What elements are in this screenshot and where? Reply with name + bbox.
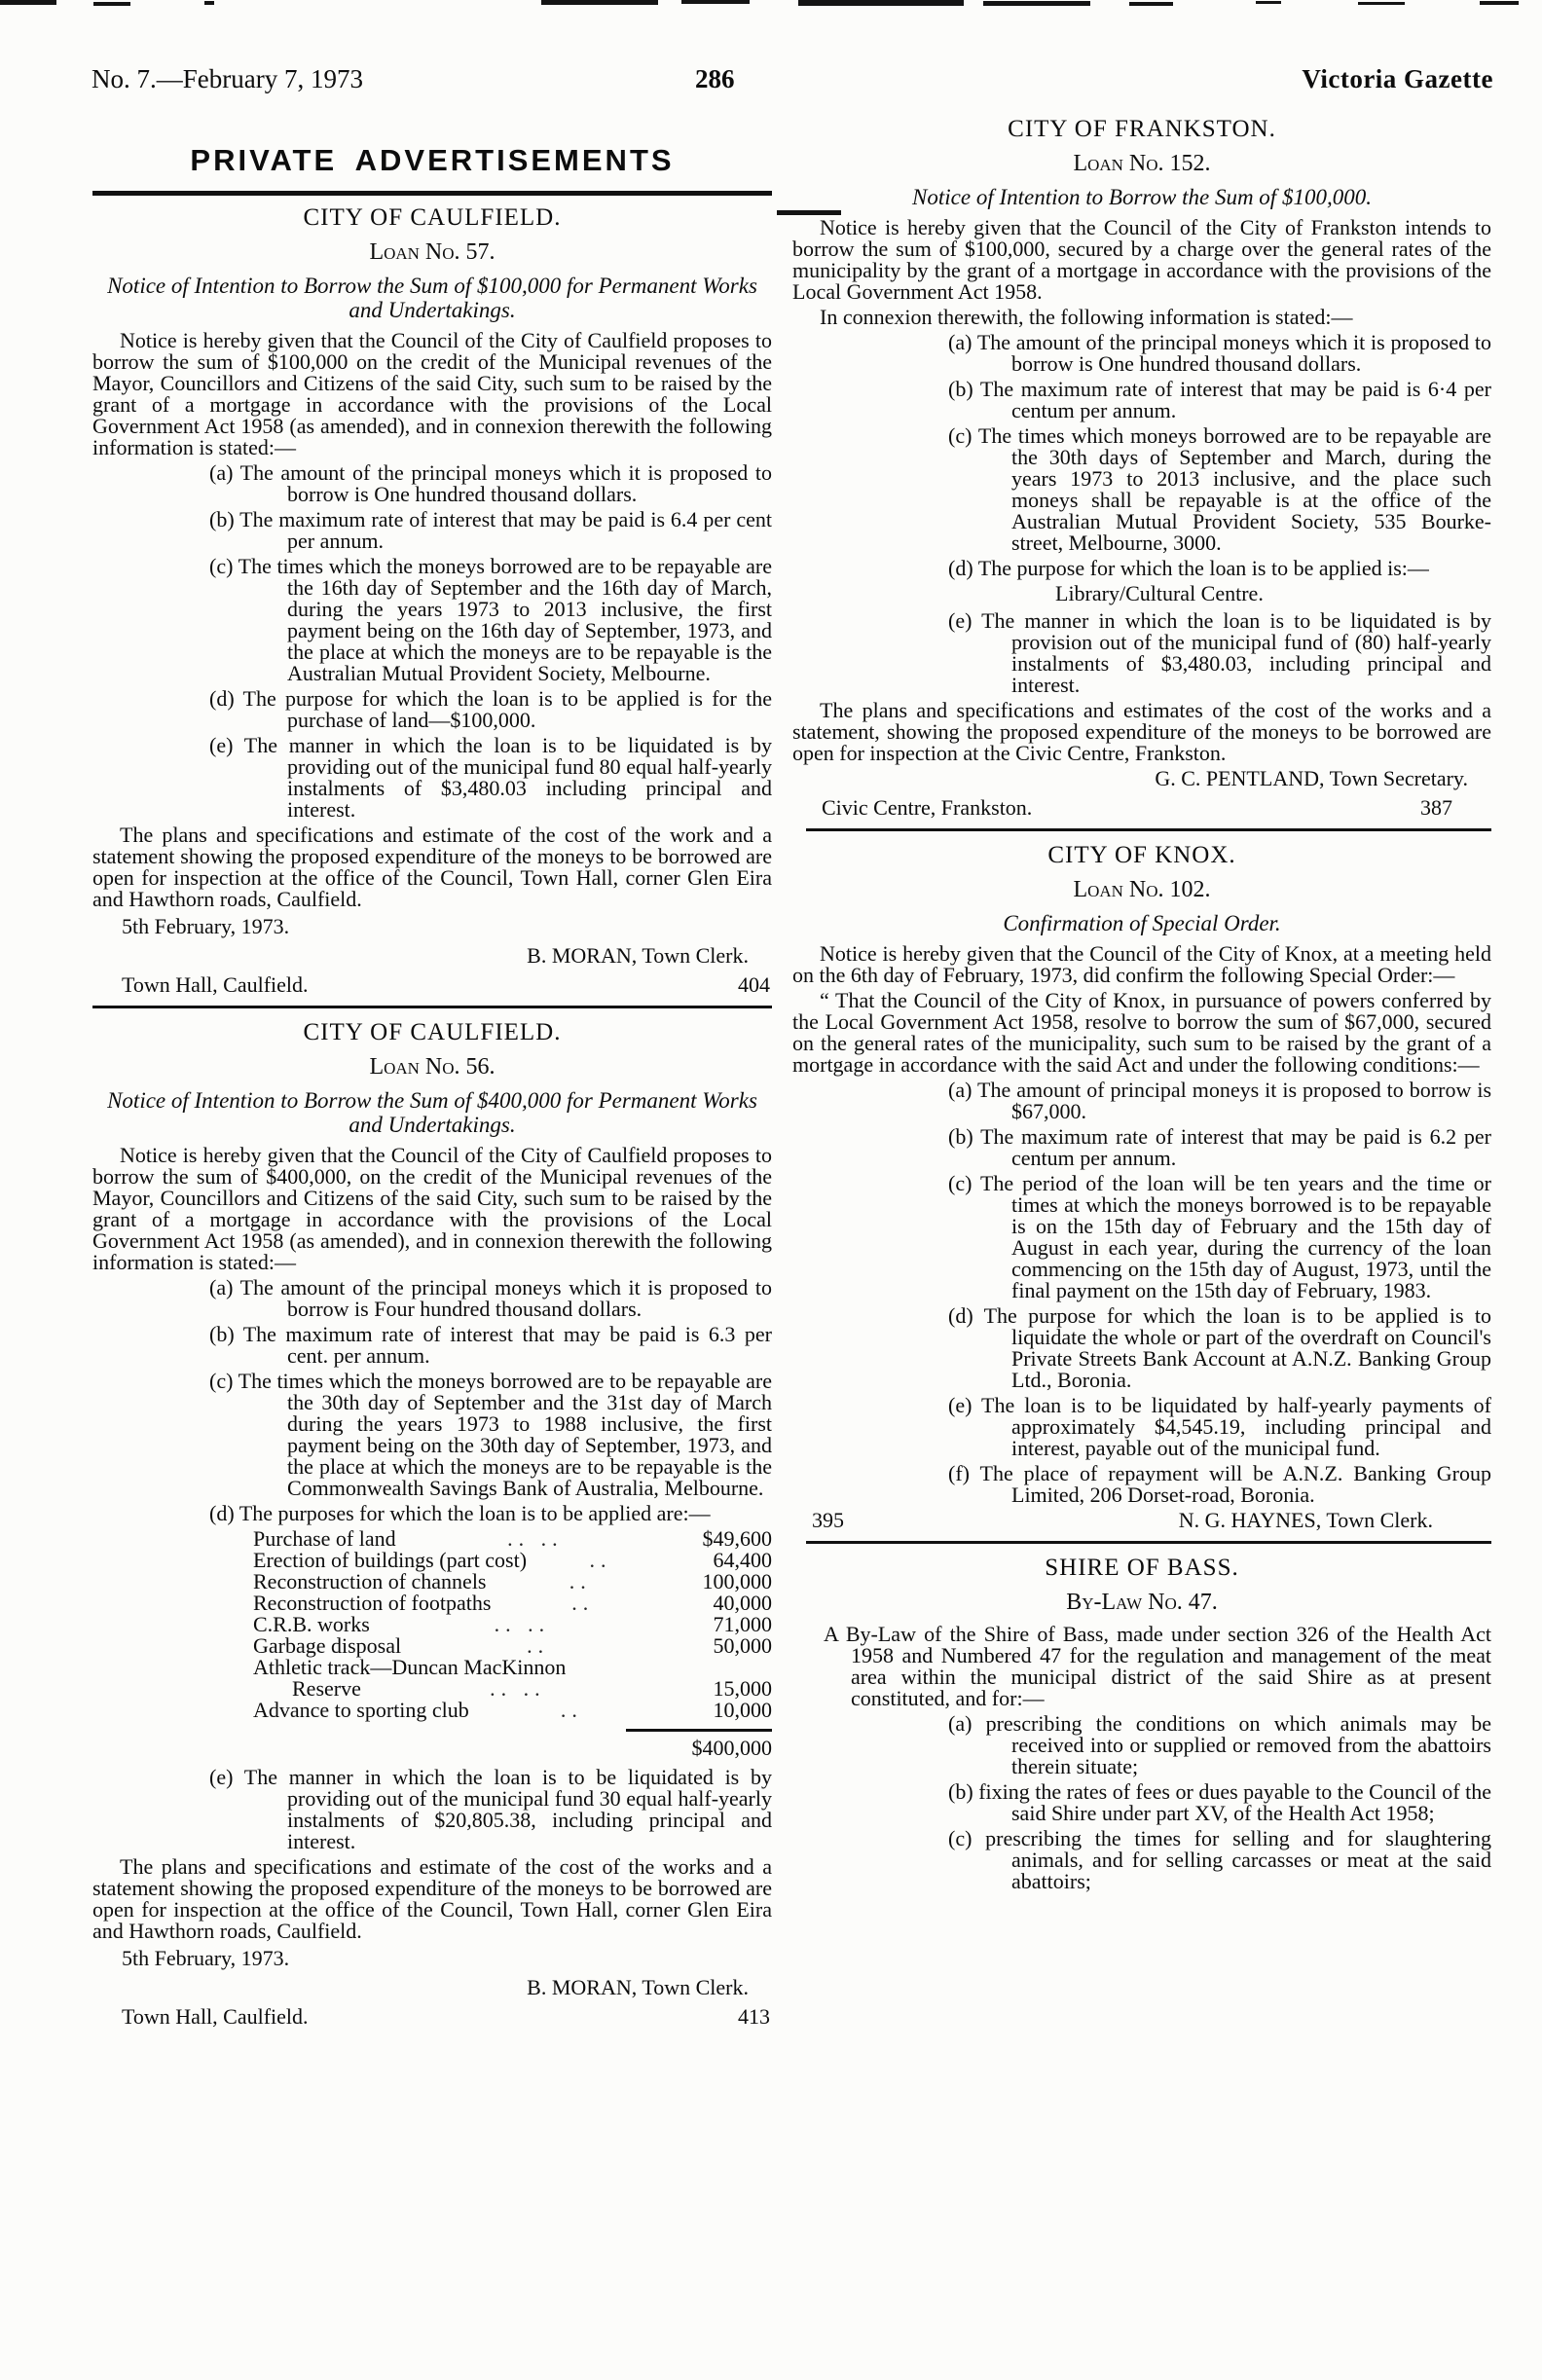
address-row bbox=[792, 797, 1491, 819]
scan-artifact bbox=[1358, 2, 1405, 5]
address-row bbox=[92, 2006, 772, 2028]
signature: G. C. PENTLAND, Town Secretary. bbox=[1155, 766, 1468, 790]
loan-purpose-line: Library/Cultural Centre. bbox=[1055, 581, 1264, 605]
notice-paragraph: Notice is hereby given that the Council of the City of Frankston intends to borrow the sum of $100,000, secured by a charge over the general rates of the municipality by the grant of a mortgage in accordance with the provisions of the Local Government Act 1958. bbox=[792, 215, 1491, 304]
list-item-a: (a) prescribing the conditions on which animals may be received into or supplied or removed from the abattoirs therein situate; bbox=[948, 1711, 1491, 1778]
loan-purposes-table bbox=[92, 1528, 772, 1759]
list-item-c: (c) The times which moneys borrowed are to be repayable are the 30th days of September and March, during the years 1973 to 2013 inclusive, and the place such moneys shall be repayable is at the office of the Australian Mutual Provident Society, 535 Bourke-street, Melbourne, 3000. bbox=[948, 423, 1491, 555]
scan-artifact bbox=[681, 0, 750, 4]
list-item-f: (f) The place of repayment will be A.N.Z. Banking Group Limited, 206 Dorset-road, Boronia. bbox=[948, 1461, 1491, 1507]
notice-title: Notice of Intention to Borrow the Sum of $100,000. bbox=[912, 185, 1372, 209]
notice-city-heading: CITY OF CAULFIELD. bbox=[303, 1019, 562, 1045]
notice-date: 5th February, 1973. bbox=[122, 1946, 290, 1970]
notice-caulfield-loan-57 bbox=[92, 205, 772, 996]
signature: B. MORAN, Town Clerk. bbox=[527, 1975, 749, 1999]
list-item-c: (c) The period of the loan will be ten years and the time or times at which the moneys borrowed is to be repayable is on the 15th day of February and the 15th day of August in each year, during the currency of the loan commencing on the 15th day of August, 1973, until the final payment on the 15th day of February, 1983. bbox=[948, 1171, 1491, 1302]
notice-ref-number: 404 bbox=[738, 972, 770, 997]
section-rule bbox=[92, 191, 772, 196]
notice-divider-rule bbox=[806, 828, 1491, 831]
list-item-c: (c) The times which the moneys borrowed are to be repayable are the 30th day of September and the 31st day of March during the years 1973 to 1988 inclusive, the first payment being on the 30th day of September, 1973, and the place at which the moneys are to be repayable is the Commonwealth Savings Bank of Australia, Melbourne. bbox=[209, 1369, 772, 1500]
list-item-c: (c) The times which the moneys borrowed are to be repayable are the 16th day of September and the 16th day of March, during the years 1973 to 2013 inclusive, the first payment being on the 16th day of September, 1973, and the place at which the moneys are to be repayable is the Australian Mutual Provident Society, Melbourne. bbox=[209, 554, 772, 685]
list-item-b: (b) The maximum rate of interest that may be paid is 6.4 per cent per annum. bbox=[209, 507, 772, 553]
list-item-b: (b) fixing the rates of fees or dues payable to the Council of the said Shire under part XV, of the Health Act 1958; bbox=[948, 1779, 1492, 1825]
list-item-d: (d) The purpose for which the loan is to be applied is for the purchase of land—$100,000. bbox=[209, 686, 772, 732]
list-item-d: (d) The purposes for which the loan is to be applied are:— bbox=[209, 1501, 711, 1525]
signature-row bbox=[792, 1510, 1491, 1531]
notice-title: Notice of Intention to Borrow the Sum of $100,000 for Permanent Works and Undertakings. bbox=[107, 274, 757, 322]
notice-paragraph: The plans and specifications and estimate of the cost of the work and a statement showing the proposed expenditure of the moneys to be borrowed are open for inspection at the office of the Council, Town Hall, corner Glen Eira and Hawthorn roads, Caulfield. bbox=[92, 823, 772, 911]
notice-city-heading: CITY OF KNOX. bbox=[1047, 842, 1236, 868]
notice-caulfield-loan-56 bbox=[92, 1020, 772, 2028]
scan-artifact bbox=[1480, 1, 1519, 5]
notice-address: Town Hall, Caulfield. bbox=[122, 2004, 309, 2029]
scan-artifact bbox=[1256, 1, 1281, 4]
notice-paragraph: Notice is hereby given that the Council of the City of Caulfield proposes to borrow the sum of $100,000 on the credit of the Municipal revenues of the Mayor, Councillors and Citizens of the said City, such sum to be raised by the grant of a mortgage in accordance with the provisions of the Local Government Act 1958 (as amended), and in connexion therewith the following information is stated:— bbox=[92, 328, 772, 459]
notice-loan-number: Loan No. 152. bbox=[1073, 151, 1211, 176]
dot-leader: .. .. bbox=[507, 1526, 564, 1551]
dot-leader: .. .. bbox=[494, 1612, 551, 1636]
notice-loan-number: Loan No. 57. bbox=[369, 239, 496, 265]
signature: B. MORAN, Town Clerk. bbox=[527, 943, 749, 968]
page-number: 286 bbox=[695, 64, 735, 93]
notice-bylaw-number: By-Law No. 47. bbox=[1066, 1590, 1218, 1615]
address-row bbox=[92, 974, 772, 996]
notice-ref-number: 387 bbox=[1420, 795, 1452, 820]
purpose-row: Reserve .. .. 15,000 bbox=[292, 1676, 772, 1701]
dot-leader: .. bbox=[569, 1569, 592, 1593]
purpose-row: Reconstruction of channels .. 100,000 bbox=[253, 1569, 772, 1593]
list-item-a: (a) The amount of principal moneys it is proposed to borrow is $67,000. bbox=[948, 1078, 1492, 1123]
list-item-e: (e) The loan is to be liquidated by half-yearly payments of approximately $4,545.19, including principal and interest, payable out of the municipal fund. bbox=[948, 1393, 1491, 1460]
list-item-e: (e) The manner in which the loan is to be liquidated is by providing out of the municipal fund 80 equal half-yearly instalments of $3,480.03 including principal and interest. bbox=[209, 733, 772, 822]
dot-leader: .. bbox=[571, 1591, 595, 1615]
purpose-row: Erection of buildings (part cost) .. 64,400 bbox=[253, 1548, 772, 1572]
total-rule bbox=[626, 1729, 772, 1732]
notice-paragraph: In connexion therewith, the following information is stated:— bbox=[820, 305, 1353, 329]
notice-address: Civic Centre, Frankston. bbox=[822, 795, 1033, 820]
notice-paragraph: Notice is hereby given that the Council of the City of Knox, at a meeting held on the 6th day of February, 1973, did confirm the following Special Order:— bbox=[792, 941, 1491, 987]
notice-paragraph: A By-Law of the Shire of Bass, made under section 326 of the Health Act 1958 and Numbered 47 for the regulation and management of the meat area within the municipal district of the said Shire as at present constituted, and for:— bbox=[824, 1622, 1491, 1710]
notice-paragraph: The plans and specifications and estimates of the cost of the works and a statement, showing the proposed expenditure of the moneys to be borrowed are open for inspection at the Civic Centre, Frankston. bbox=[792, 698, 1491, 765]
list-item-a: (a) The amount of the principal moneys which it is proposed to borrow is One hundred thousand dollars. bbox=[948, 330, 1491, 376]
notice-paragraph: The plans and specifications and estimate of the cost of the works and a statement showing the proposed expenditure of the moneys to be borrowed are open for inspection at the office of the Council, Town Hall, corner Glen Eira and Hawthorn roads, Caulfield. bbox=[92, 1854, 772, 1943]
purpose-row: Athletic track—Duncan MacKinnon bbox=[253, 1657, 772, 1678]
list-item-b: (b) The maximum rate of interest that may be paid is 6.2 per centum per annum. bbox=[948, 1124, 1491, 1170]
scan-artifact bbox=[541, 0, 658, 5]
notice-loan-number: Loan No. 56. bbox=[369, 1054, 496, 1080]
purpose-row: Purchase of land .. .. $49,600 bbox=[253, 1526, 772, 1551]
list-item-e: (e) The manner in which the loan is to be liquidated is by provision out of the municipal fund of (80) half-yearly instalments of $3,480.03, including principal and interest. bbox=[948, 608, 1491, 697]
dot-leader: .. bbox=[589, 1548, 612, 1572]
list-item-b: (b) The maximum rate of interest that may be paid is 6.3 per cent. per annum. bbox=[209, 1322, 772, 1368]
masthead: Victoria Gazette bbox=[1302, 64, 1493, 93]
scan-artifact bbox=[1129, 2, 1173, 6]
purpose-row: C.R.B. works .. .. 71,000 bbox=[253, 1612, 772, 1636]
right-column bbox=[792, 109, 1491, 1896]
notice-date: 5th February, 1973. bbox=[122, 914, 290, 938]
dot-leader: .. .. bbox=[490, 1676, 546, 1701]
left-column bbox=[92, 109, 772, 2030]
scan-artifact bbox=[0, 0, 56, 5]
notice-loan-number: Loan No. 102. bbox=[1073, 877, 1211, 902]
dot-leader: .. bbox=[527, 1633, 550, 1658]
notice-ref-number: 395 bbox=[812, 1508, 844, 1532]
dot-leader: .. bbox=[560, 1698, 583, 1722]
list-item-a: (a) The amount of the principal moneys which it is proposed to borrow is Four hundred thousand dollars. bbox=[209, 1275, 772, 1321]
notice-city-heading: CITY OF FRANKSTON. bbox=[1008, 116, 1276, 142]
list-item-e: (e) The manner in which the loan is to be liquidated is by providing out of the municipal fund 30 equal half-yearly instalments of $20,805.38, including principal and interest. bbox=[209, 1765, 772, 1853]
signature: N. G. HAYNES, Town Clerk. bbox=[1178, 1508, 1433, 1532]
list-item-a: (a) The amount of the principal moneys which it is proposed to borrow is One hundred thousand dollars. bbox=[209, 460, 772, 506]
notice-paragraph: “ That the Council of the City of Knox, in pursuance of powers conferred by the Local Government Act 1958, resolve to borrow the sum of $67,000, secured on the general rates of the municipality, such sum to be raised by the grant of a mortgage in accordance with the said Act and under the following conditions:— bbox=[792, 988, 1491, 1077]
list-item-c: (c) prescribing the times for selling and for slaughtering animals, and for selling carcasses or meat at the said abattoirs; bbox=[948, 1826, 1491, 1893]
purpose-row: Advance to sporting club .. 10,000 bbox=[253, 1698, 772, 1722]
notice-paragraph: Notice is hereby given that the Council of the City of Caulfield proposes to borrow the sum of $400,000, on the credit of the Municipal revenues of the Mayor, Councillors and Citizens of the said City, such sum to be raised by the grant of a mortgage in accordance with the provisions of the Local Government Act 1958 (as amended), and in connexion therewith the following information is stated:— bbox=[92, 1143, 772, 1274]
section-title: PRIVATE ADVERTISEMENTS bbox=[190, 143, 675, 177]
purpose-row: Garbage disposal .. 50,000 bbox=[253, 1633, 772, 1658]
purposes-total: $400,000 bbox=[691, 1736, 772, 1760]
scan-artifact bbox=[798, 0, 964, 6]
notice-bass-bylaw-47 bbox=[792, 1556, 1491, 1892]
scan-artifact bbox=[983, 1, 1090, 6]
notice-shire-heading: SHIRE OF BASS. bbox=[1045, 1555, 1239, 1581]
scan-artifact bbox=[93, 2, 130, 6]
notice-divider-rule bbox=[92, 1006, 772, 1008]
notice-divider-rule bbox=[806, 1541, 1491, 1544]
notice-address: Town Hall, Caulfield. bbox=[122, 972, 309, 997]
dot-leader bbox=[566, 1657, 675, 1678]
notice-knox-loan-102 bbox=[792, 843, 1491, 1531]
purpose-row: Reconstruction of footpaths .. 40,000 bbox=[253, 1591, 772, 1615]
notice-city-heading: CITY OF CAULFIELD. bbox=[303, 204, 562, 231]
notice-title: Confirmation of Special Order. bbox=[1003, 911, 1281, 935]
list-item-b: (b) The maximum rate of interest that may be paid is 6·4 per centum per annum. bbox=[948, 377, 1491, 422]
notice-title: Notice of Intention to Borrow the Sum of $400,000 for Permanent Works and Undertakings. bbox=[107, 1088, 757, 1137]
notice-ref-number: 413 bbox=[738, 2004, 770, 2029]
scan-artifact bbox=[204, 1, 214, 5]
issue-date: No. 7.—February 7, 1973 bbox=[92, 64, 363, 93]
notice-frankston-loan-152 bbox=[792, 117, 1491, 819]
list-item-d: (d) The purpose for which the loan is to be applied is to liquidate the whole or part of the overdraft on Council's Private Streets Bank Account at A.N.Z. Banking Group Ltd., Boronia. bbox=[948, 1303, 1491, 1392]
list-item-d: (d) The purpose for which the loan is to be applied is:— bbox=[948, 556, 1429, 580]
